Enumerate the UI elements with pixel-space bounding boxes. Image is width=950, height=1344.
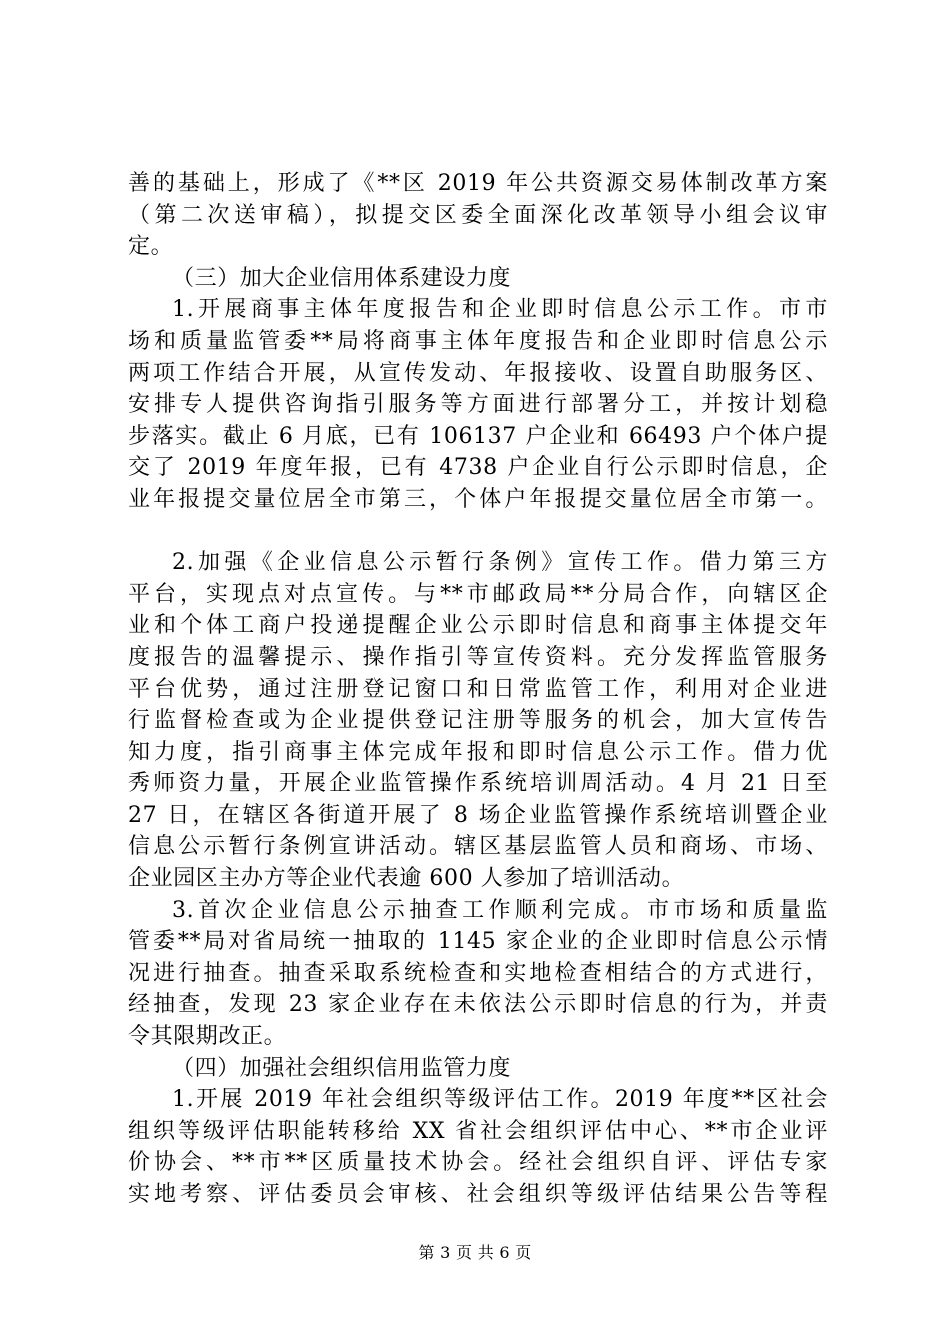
text-line: 场和质量监管委**局将商事主体年度报告和企业即时信息公示 xyxy=(128,328,828,354)
text-line: 组织等级评估职能转移给 XX 省社会组织评估中心、**市企业评 xyxy=(128,1118,828,1144)
text-line: 企业园区主办方等企业代表逾 600 人参加了培训活动。 xyxy=(128,866,685,892)
section-heading: （四）加强社会组织信用监管力度 xyxy=(172,1055,512,1081)
text-line: 善的基础上，形成了《**区 2019 年公共资源交易体制改革方案 xyxy=(128,171,828,196)
text-line: 行监督检查或为企业提供登记注册等服务的机会，加大宣传告 xyxy=(128,708,828,734)
text-line: 知力度，指引商事主体完成年报和即时信息公示工作。借力优 xyxy=(128,739,828,765)
paragraph-start-line: 2.加强《企业信息公示暂行条例》宣传工作。借力第三方 xyxy=(172,550,828,576)
paragraph-start-line: 3.首次企业信息公示抽查工作顺利完成。市市场和质量监 xyxy=(172,897,828,923)
text-line: 信息公示暂行条例宣讲活动。辖区基层监管人员和商场、市场、 xyxy=(128,834,828,860)
text-line: 平台，实现点对点宣传。与**市邮政局**分局合作，向辖区企 xyxy=(128,581,828,607)
text-line: 两项工作结合开展，从宣传发动、年报接收、设置自助服务区、 xyxy=(128,360,828,386)
page-footer xyxy=(0,1243,950,1263)
text-line: 步落实。截止 6 月底，已有 106137 户企业和 66493 户个体户提 xyxy=(128,423,828,449)
text-line: 业和个体工商户投递提醒企业公示即时信息和商事主体提交年 xyxy=(128,613,828,639)
text-line: 定。 xyxy=(128,234,174,260)
text-line: 令其限期改正。 xyxy=(128,1024,287,1050)
paragraph-gap xyxy=(128,516,828,548)
text-line: 安排专人提供咨询指引服务等方面进行部署分工，并按计划稳 xyxy=(128,392,828,418)
text-line: 价协会、**市**区质量技术协会。经社会组织自评、评估专家 xyxy=(128,1150,828,1176)
text-line: 度报告的温馨提示、操作指引等宣传资料。充分发挥监管服务 xyxy=(128,644,828,670)
text-line: 经抽查，发现 23 家企业存在未依法公示即时信息的行为，并责 xyxy=(128,992,828,1018)
paragraph-start-line: 1.开展商事主体年度报告和企业即时信息公示工作。市市 xyxy=(172,297,828,323)
text-line: 平台优势，通过注册登记窗口和日常监管工作，利用对企业进 xyxy=(128,676,828,702)
page-number-label: 第 3 页 共 6 页 xyxy=(418,1243,532,1262)
text-line: 秀师资力量，开展企业监管操作系统培训周活动。4 月 21 日至 xyxy=(128,771,828,797)
document-body xyxy=(128,168,828,1211)
section-heading: （三）加大企业信用体系建设力度 xyxy=(172,265,512,291)
text-line: 业年报提交量位居全市第三，个体户年报提交量位居全市第一。 xyxy=(128,486,828,512)
text-line: 管委**局对省局统一抽取的 1145 家企业的企业即时信息公示情 xyxy=(128,929,828,955)
text-line: （第二次送审稿），拟提交区委全面深化改革领导小组会议审 xyxy=(128,202,828,228)
text-line: 实地考察、评估委员会审核、社会组织等级评估结果公告等程 xyxy=(128,1182,828,1207)
text-line: 况进行抽查。抽查采取系统检查和实地检查相结合的方式进行， xyxy=(128,960,828,986)
text-line: 交了 2019 年度年报，已有 4738 户企业自行公示即时信息，企 xyxy=(128,455,828,481)
text-line: 27 日，在辖区各街道开展了 8 场企业监管操作系统培训暨企业 xyxy=(128,802,828,828)
paragraph-start-line: 1.开展 2019 年社会组织等级评估工作。2019 年度**区社会 xyxy=(172,1087,828,1113)
